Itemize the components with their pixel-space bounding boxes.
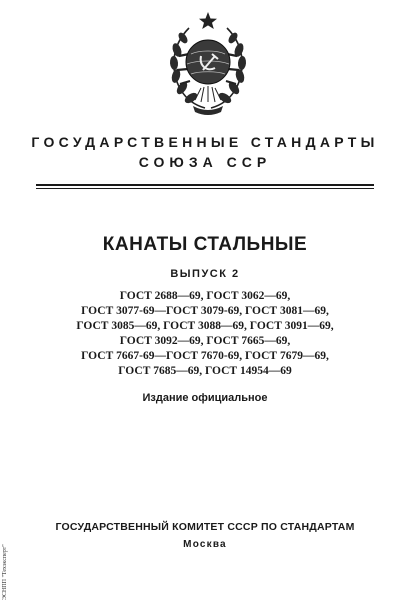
watermark-stamp: ЭСНПП "Техэксперт" — [2, 544, 8, 600]
standards-list — [0, 289, 410, 379]
header-rule-thin — [36, 188, 374, 189]
header-title: ГОСУДАРСТВЕННЫЕ СТАНДАРТЫ — [31, 134, 379, 150]
header-subtitle: СОЮЗА ССР — [138, 154, 272, 170]
standards-line: ГОСТ 7685—69, ГОСТ 14954—69 — [118, 365, 292, 377]
ussr-state-emblem-icon — [165, 10, 251, 120]
standards-line: ГОСТ 2688—69, ГОСТ 3062—69, — [119, 290, 291, 302]
standards-line: ГОСТ 3085—69, ГОСТ 3088—69, ГОСТ 3091—69, — [76, 320, 334, 332]
standards-line: ГОСТ 3092—69, ГОСТ 7665—69, — [119, 335, 291, 347]
document-title: КАНАТЫ СТАЛЬНЫЕ — [102, 234, 308, 255]
header-rule — [36, 184, 374, 186]
standards-line: ГОСТ 3077-69—ГОСТ 3079-69, ГОСТ 3081—69, — [81, 305, 329, 317]
standards-line: ГОСТ 7667-69—ГОСТ 7670-69, ГОСТ 7679—69, — [81, 350, 329, 362]
issue-number: ВЫПУСК 2 — [170, 268, 240, 280]
publisher-name: ГОСУДАРСТВЕННЫЙ КОМИТЕТ СССР ПО СТАНДАРТАМ — [55, 521, 355, 533]
publisher-city: Москва — [183, 539, 227, 550]
edition-label: Издание официальное — [142, 392, 268, 404]
